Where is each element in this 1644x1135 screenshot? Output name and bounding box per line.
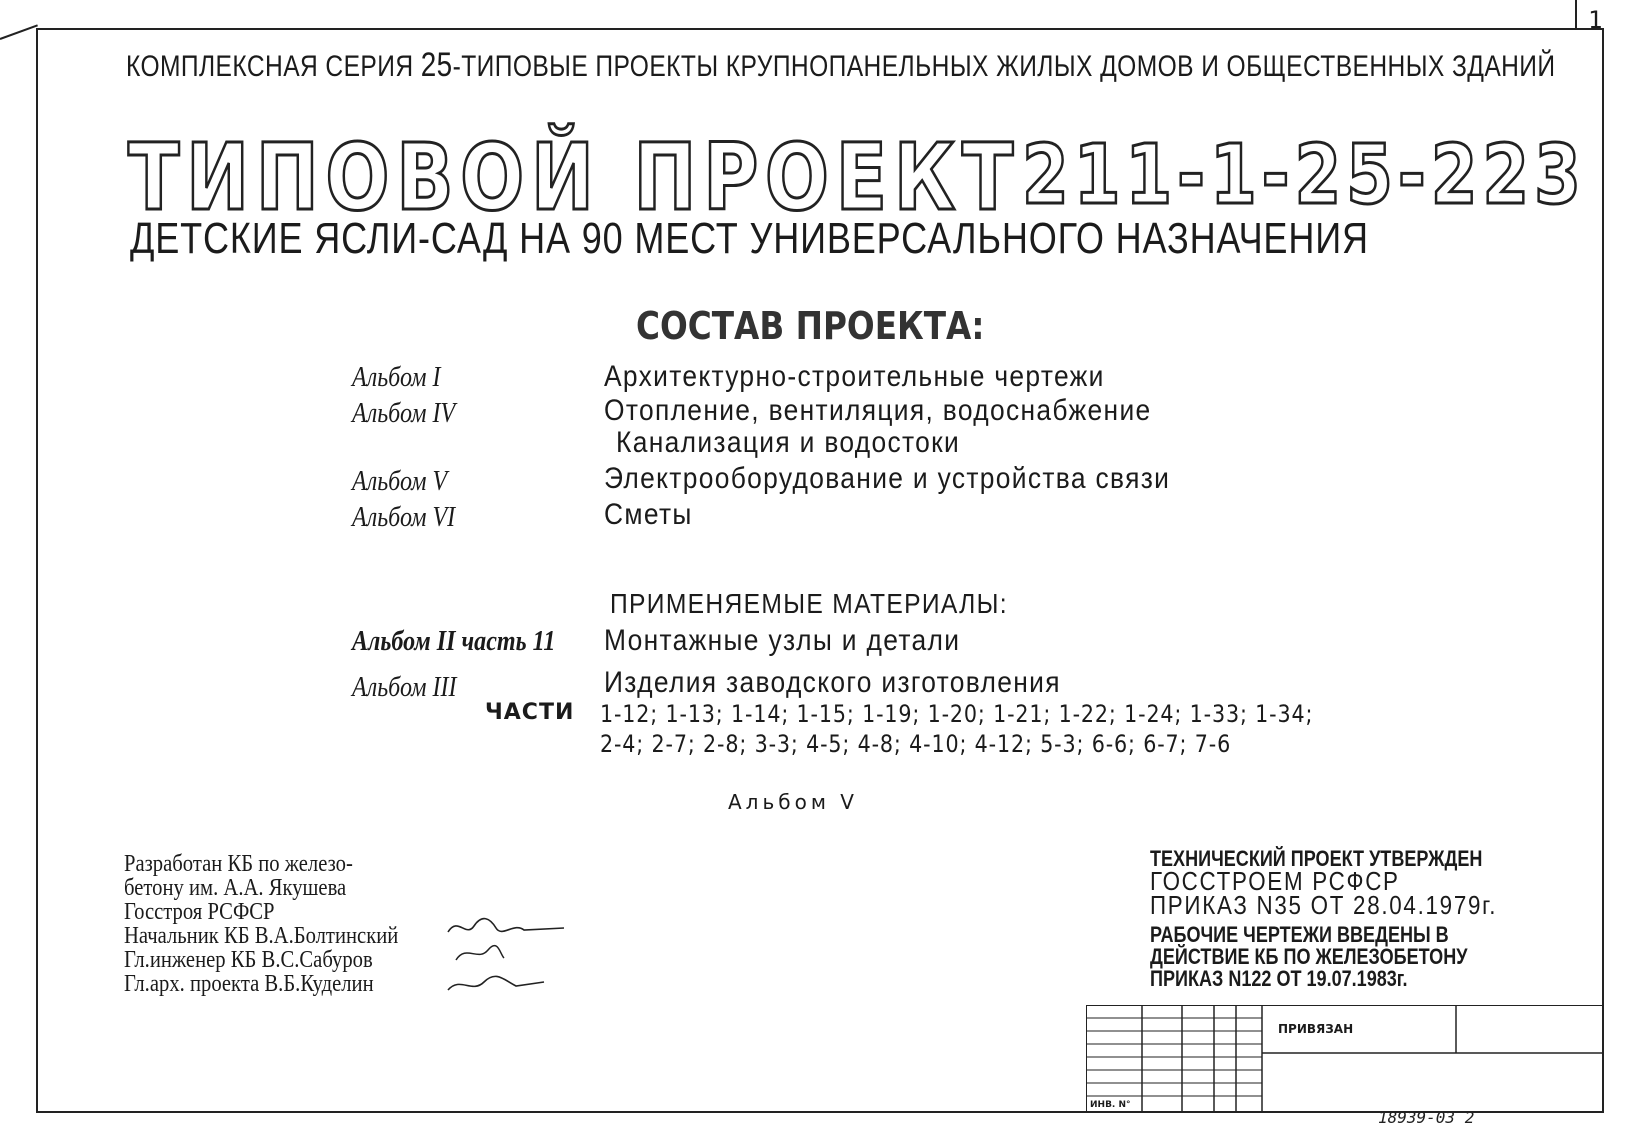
developer-line-5: Гл.инженер КБ В.С.Сабуров: [124, 947, 373, 973]
album-footer: Альбом V: [728, 790, 858, 814]
album-1-label: Альбом I: [352, 362, 441, 393]
project-number: 211-1-25-223: [1022, 128, 1586, 223]
page-number: 1: [1588, 6, 1603, 34]
album-4-desc-line1: Отопление, вентиляция, водоснабжение: [604, 394, 1152, 427]
composition-heading: СОСТАВ ПРОЕКТА:: [636, 304, 985, 348]
album-4-label: Альбом IV: [352, 398, 456, 429]
album-4-desc-line2: Канализация и водостоки: [616, 426, 961, 459]
album-6-desc: Сметы: [604, 498, 693, 531]
album-2-label: Альбом II часть 11: [352, 626, 556, 657]
approval-line-3: ПРИКАЗ N35 ОТ 28.04.1979г.: [1150, 890, 1498, 920]
approval-line-5: ДЕЙСТВИЕ КБ ПО ЖЕЛЕЗОБЕТОНУ: [1150, 944, 1468, 969]
developer-line-4: Начальник КБ В.А.Болтинский: [124, 923, 399, 949]
approval-line-4: РАБОЧИЕ ЧЕРТЕЖИ ВВЕДЕНЫ В: [1150, 922, 1449, 947]
album-5-label: Альбом V: [352, 466, 448, 497]
parts-label: ЧАСТИ: [485, 700, 575, 725]
developer-line-2: бетону им. А.А. Якушева: [124, 875, 347, 901]
page-number-divider: [1575, 0, 1577, 30]
project-title: ТИПОВОЙ ПРОЕКТ: [128, 124, 1020, 231]
approval-line-6: ПРИКАЗ N122 ОТ 19.07.1983г.: [1150, 966, 1408, 991]
corner-mark: [0, 24, 38, 40]
parts-line-1: 1-12; 1-13; 1-14; 1-15; 1-19; 1-20; 1-21; 1-22; 1-24; 1-33; 1-34;: [600, 700, 1314, 728]
approval-line-2: ГОССТРОЕМ РСФСР: [1150, 866, 1400, 896]
materials-heading: ПРИМЕНЯЕМЫЕ МАТЕРИАЛЫ:: [610, 588, 1008, 619]
handwritten-signatures: [444, 910, 574, 1000]
document-code: 18939-03 2: [1378, 1108, 1475, 1127]
series-number: 25: [420, 46, 453, 84]
series-prefix: КОМПЛЕКСНАЯ СЕРИЯ: [126, 50, 414, 83]
developer-line-6: Гл.арх. проекта В.Б.Куделин: [124, 971, 374, 997]
developer-line-3: Госстроя РСФСР: [124, 899, 275, 925]
approval-line-1: ТЕХНИЧЕСКИЙ ПРОЕКТ УТВЕРЖДЕН: [1150, 846, 1483, 871]
album-2-desc: Монтажные узлы и детали: [604, 624, 961, 657]
album-1-desc: Архитектурно-строительные чертежи: [604, 360, 1105, 393]
series-line: [126, 46, 1556, 85]
album-3-desc: Изделия заводского изготовления: [604, 666, 1061, 699]
attached-label: ПРИВЯЗАН: [1278, 1022, 1354, 1036]
parts-line-2: 2-4; 2-7; 2-8; 3-3; 4-5; 4-8; 4-10; 4-12; 5-3; 6-6; 6-7; 7-6: [600, 730, 1232, 758]
developer-line-1: Разработан КБ по железо-: [124, 851, 353, 877]
series-rest: -ТИПОВЫЕ ПРОЕКТЫ КРУПНОПАНЕЛЬНЫХ ЖИЛЫХ ДОМОВ И ОБЩЕСТВЕННЫХ ЗДАНИЙ: [452, 50, 1556, 83]
project-subtitle: ДЕТСКИЕ ЯСЛИ-САД НА 90 МЕСТ УНИВЕРСАЛЬНОГО НАЗНАЧЕНИЯ: [130, 214, 1369, 263]
album-3-label: Альбом III: [352, 672, 457, 703]
album-5-desc: Электрооборудование и устройства связи: [604, 462, 1171, 495]
album-6-label: Альбом VI: [352, 502, 456, 533]
inventory-number-label: ИНВ. N°: [1090, 1100, 1131, 1110]
